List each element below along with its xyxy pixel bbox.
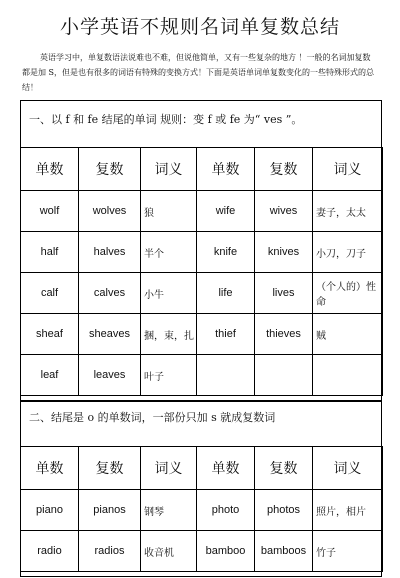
cell-singular bbox=[197, 355, 255, 396]
table-row bbox=[21, 531, 383, 572]
table-row bbox=[21, 232, 383, 273]
cell-meaning: （个人的）性命 bbox=[313, 273, 383, 314]
cell-meaning: 妻子，太太 bbox=[313, 191, 383, 232]
header-plural: 复数 bbox=[79, 148, 141, 191]
page-title: 小学英语不规则名词单复数总结 bbox=[59, 16, 340, 38]
cell-singular: knife bbox=[197, 232, 255, 273]
table-row bbox=[21, 314, 383, 355]
header-plural: 复数 bbox=[255, 447, 313, 490]
cell-meaning: 贼 bbox=[313, 314, 383, 355]
cell-singular: life bbox=[197, 273, 255, 314]
cell-plural: pianos bbox=[79, 490, 141, 531]
cell-meaning: 收音机 bbox=[141, 531, 197, 572]
header-meaning: 词义 bbox=[313, 148, 383, 191]
cell-singular: leaf bbox=[21, 355, 79, 396]
table-row bbox=[21, 273, 383, 314]
cell-meaning: 照片，相片 bbox=[313, 490, 383, 531]
header-singular: 单数 bbox=[197, 447, 255, 490]
cell-singular: radio bbox=[21, 531, 79, 572]
cell-singular: thief bbox=[197, 314, 255, 355]
cell-plural bbox=[255, 355, 313, 396]
cell-plural: thieves bbox=[255, 314, 313, 355]
intro-paragraph: 英语学习中，单复数语法说难也不难，但说他简单，又有一些复杂的地方 ！一般的名词加复数都是加 S，但是也有很多的词语有特殊的变换方式！下面是英语单词单复数变化的一些特殊形式的总结！ bbox=[22, 53, 375, 92]
cell-singular: half bbox=[21, 232, 79, 273]
header-meaning: 词义 bbox=[141, 447, 197, 490]
cell-plural: halves bbox=[79, 232, 141, 273]
header-plural: 复数 bbox=[255, 148, 313, 191]
cell-plural: leaves bbox=[79, 355, 141, 396]
cell-plural: bamboos bbox=[255, 531, 313, 572]
cell-singular: calf bbox=[21, 273, 79, 314]
cell-plural: radios bbox=[79, 531, 141, 572]
section-1-box bbox=[20, 100, 382, 402]
table-row bbox=[21, 191, 383, 232]
header-plural: 复数 bbox=[79, 447, 141, 490]
header-meaning: 词义 bbox=[313, 447, 383, 490]
cell-plural: lives bbox=[255, 273, 313, 314]
cell-meaning bbox=[313, 355, 383, 396]
section-2-box bbox=[20, 400, 382, 577]
cell-singular: piano bbox=[21, 490, 79, 531]
section-1-heading: 一、以 f 和 fe 结尾的单词 规则：变 f 或 fe 为“ ves ”。 bbox=[29, 113, 303, 126]
cell-plural: wolves bbox=[79, 191, 141, 232]
header-singular: 单数 bbox=[21, 447, 79, 490]
section-1-table bbox=[20, 147, 383, 396]
cell-meaning: 狼 bbox=[141, 191, 197, 232]
table-row bbox=[21, 490, 383, 531]
cell-plural: photos bbox=[255, 490, 313, 531]
header-singular: 单数 bbox=[21, 148, 79, 191]
cell-singular: photo bbox=[197, 490, 255, 531]
cell-plural: wives bbox=[255, 191, 313, 232]
cell-plural: sheaves bbox=[79, 314, 141, 355]
cell-meaning: 钢琴 bbox=[141, 490, 197, 531]
section-2-table bbox=[20, 446, 383, 572]
cell-meaning: 小刀，刀子 bbox=[313, 232, 383, 273]
cell-plural: calves bbox=[79, 273, 141, 314]
table-row bbox=[21, 355, 383, 396]
cell-singular: wolf bbox=[21, 191, 79, 232]
cell-singular: bamboo bbox=[197, 531, 255, 572]
cell-meaning: 叶子 bbox=[141, 355, 197, 396]
cell-singular: wife bbox=[197, 191, 255, 232]
cell-singular: sheaf bbox=[21, 314, 79, 355]
cell-meaning: 捆，束，扎 bbox=[141, 314, 197, 355]
cell-meaning: 半个 bbox=[141, 232, 197, 273]
cell-meaning: 小牛 bbox=[141, 273, 197, 314]
header-singular: 单数 bbox=[197, 148, 255, 191]
section-2-heading: 二、结尾是 o 的单数词，一部份只加 s 就成复数词 bbox=[29, 411, 276, 424]
cell-plural: knives bbox=[255, 232, 313, 273]
header-meaning: 词义 bbox=[141, 148, 197, 191]
cell-meaning: 竹子 bbox=[313, 531, 383, 572]
